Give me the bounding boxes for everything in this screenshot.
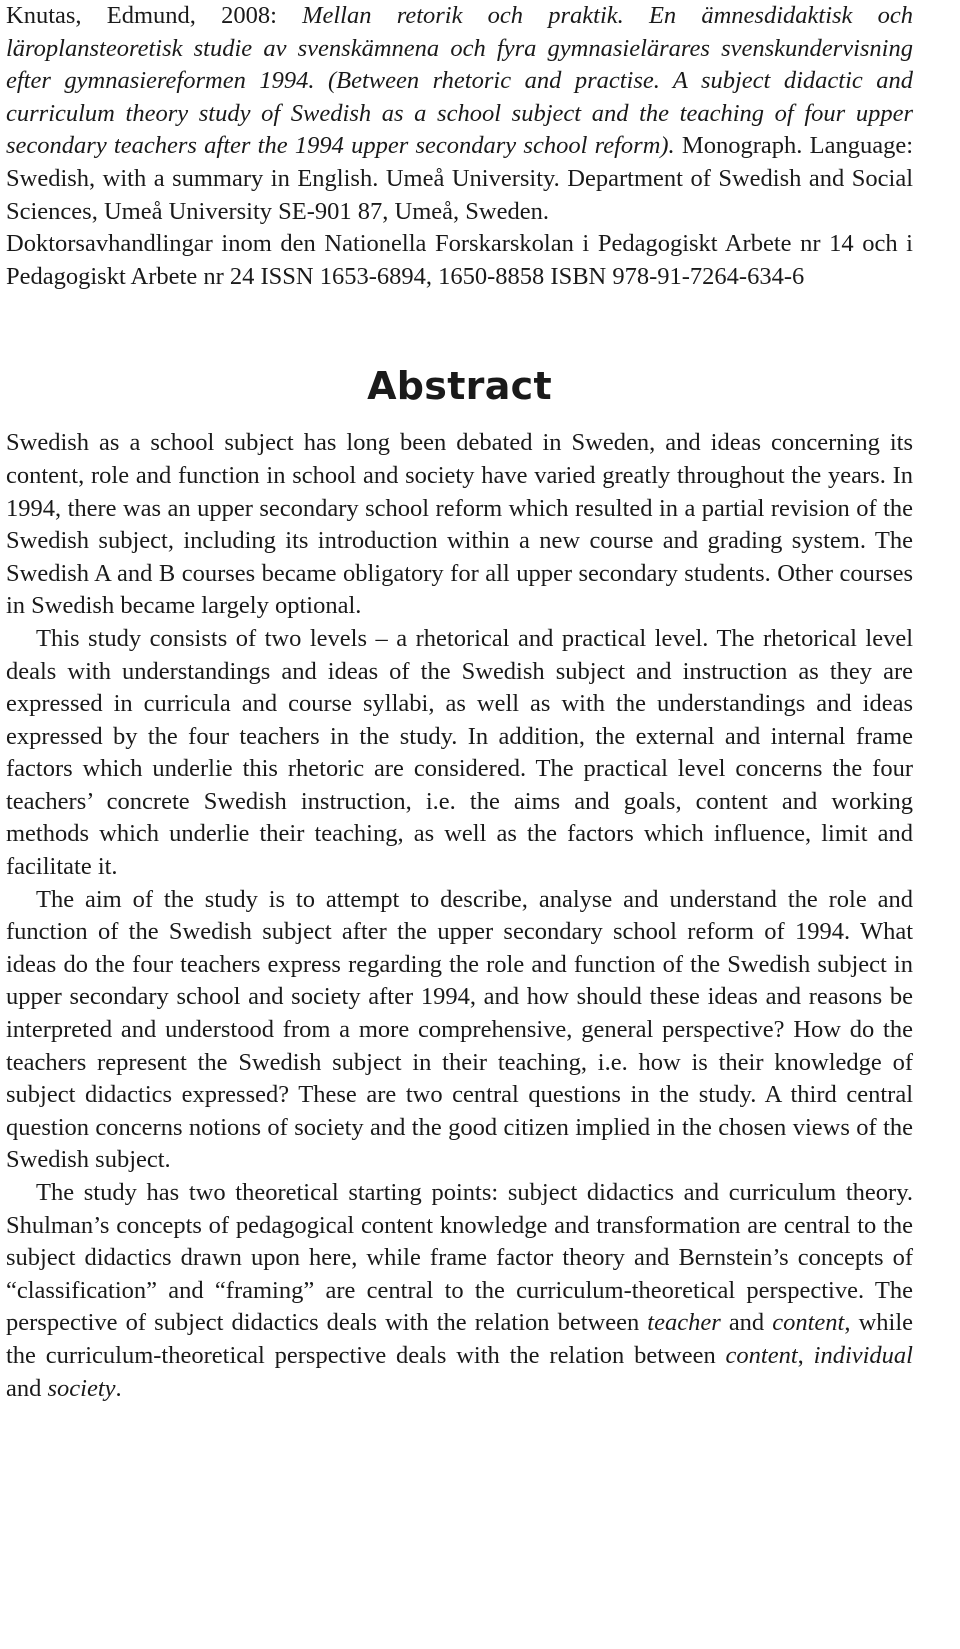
reference-paragraph bbox=[6, 0, 913, 228]
abstract-heading: Abstract bbox=[367, 364, 552, 409]
p4-emphasis-teacher: teacher bbox=[647, 1309, 721, 1337]
abstract-body bbox=[6, 427, 913, 1405]
abstract-paragraph-4 bbox=[6, 1177, 913, 1405]
p4-text-e: and bbox=[6, 1374, 48, 1402]
reference-author-year: Knutas, Edmund, 2008: bbox=[6, 2, 303, 29]
p4-emphasis-society: society bbox=[47, 1374, 116, 1402]
p4-emphasis-individual: individual bbox=[813, 1341, 913, 1369]
p4-text-b: and bbox=[720, 1309, 773, 1337]
p4-text-a: The study has two theoretical starting points: subject didactics and curriculum theory. Shulman’s concepts of pedagogical content knowledge and transformation are central to the subject didactics drawn upon here, while frame factor theory and Bernstein’s concepts of “classification” and “framing” are central to the curriculum-theoretical perspective. The perspective of subject didactics deals with the relation between bbox=[6, 1179, 913, 1337]
p4-emphasis-content-2: content bbox=[725, 1341, 798, 1369]
p4-text-d: , bbox=[797, 1341, 814, 1369]
abstract-paragraph-2: This study consists of two levels – a rhetorical and practical level. The rhetorical level deals with understandings and ideas of the Swedish subject and instruction as they are expressed in curricula and course syllabi, as well as with the understandings and ideas expressed by the four teachers in the study. In addition, the external and internal frame factors which underlie this rhetoric are considered. The practical level concerns the four teachers’ concrete Swedish instruction, i.e. the aims and goals, content and working methods which underlie their teaching, as well as the factors which influence, limit and facilitate it. bbox=[6, 624, 913, 881]
p4-text-f: . bbox=[115, 1374, 122, 1402]
p4-text-c: , while the curriculum-theoretical perspective deals with the relation between bbox=[6, 1309, 913, 1369]
abstract-paragraph-1: Swedish as a school subject has long been debated in Sweden, and ideas concerning its content, role and function in school and society have varied greatly throughout the years. In 1994, there was an upper secondary school reform which resulted in a partial revision of the Swedish subject, including its introduction within a new course and grading system. The Swedish A and B courses became obligatory for all upper secondary students. Other courses in Swedish became largely optional. bbox=[6, 429, 913, 620]
bibliographic-reference bbox=[6, 0, 913, 293]
reference-series: Doktorsavhandlingar inom den Nationella Forskarskolan i Pedagogiskt Arbete nr 14 och i Pedagogiskt Arbete nr 24 ISSN 1653-6894, 1650-8858 ISBN 978-91-7264-634-6 bbox=[6, 230, 913, 290]
p4-emphasis-content: content bbox=[772, 1309, 845, 1337]
document-page bbox=[6, 0, 913, 1405]
reference-title-english: (Between rhetoric and practise. A subject didactic and curriculum theory study of Swedish as a school subject and the teaching of four upper secondary teachers after the 1994 upper secondary school reform). bbox=[6, 67, 913, 160]
reference-title-swedish: Mellan retorik och praktik. En ämnesdidaktisk och läroplansteoretisk studie av svenskämnena och fyra gymnasielärares svenskundervisning efter gymnasiereformen 1994. bbox=[6, 2, 913, 95]
abstract-paragraph-3: The aim of the study is to attempt to describe, analyse and understand the role and function of the Swedish subject after the upper secondary school reform of 1994. What ideas do the four teachers express regarding the role and function of the Swedish subject in upper secondary school and society after 1994, and how should these ideas and reasons be interpreted and understood from a more comprehensive, general perspective? How do the teachers represent the Swedish subject in their teaching, i.e. how is their knowledge of subject didactics expressed? These are two central questions in the study. A third central question concerns notions of society and the good citizen implied in the chosen views of the Swedish subject. bbox=[6, 885, 913, 1174]
reference-details: Monograph. Language: Swedish, with a summary in English. Umeå University. Department of Swedish and Social Sciences, Umeå University SE-901 87, Umeå, Sweden. bbox=[6, 132, 914, 225]
